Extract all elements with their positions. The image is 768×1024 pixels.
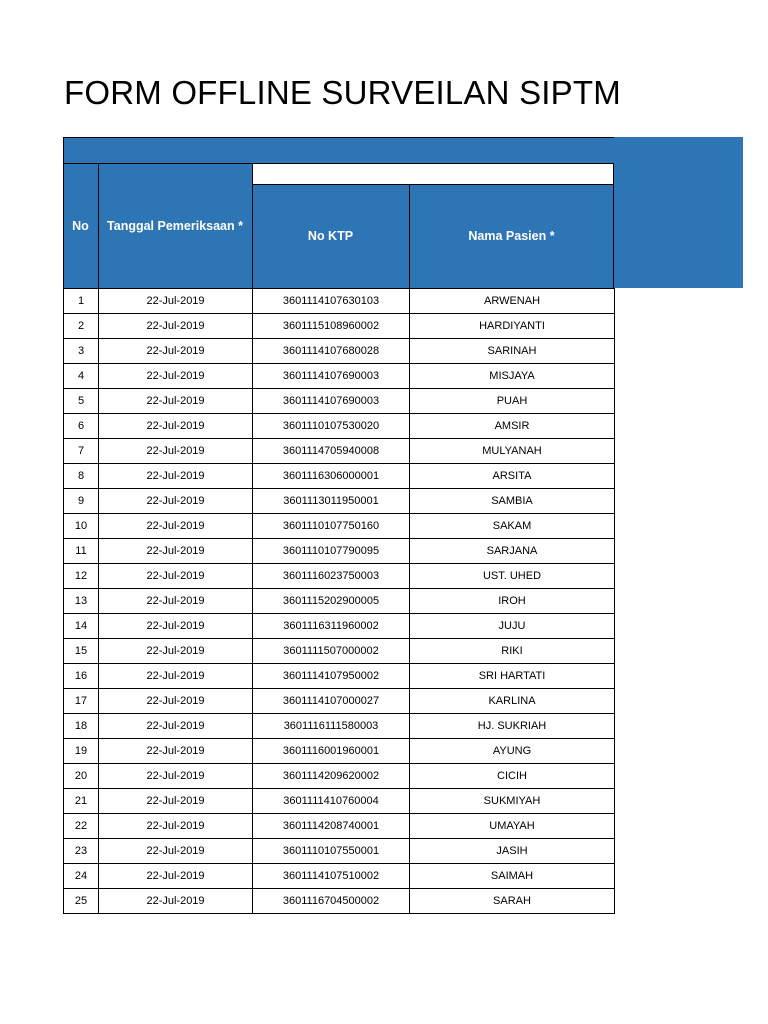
cell-nama: MISJAYA: [410, 364, 615, 389]
cell-ktp: 3601115202900005: [253, 589, 410, 614]
cell-nama: IROH: [410, 589, 615, 614]
cell-no: 23: [64, 839, 99, 864]
table-row: [64, 464, 615, 489]
col-header-tanggal: [98, 163, 252, 288]
table-row: [64, 814, 615, 839]
cell-tanggal: 22-Jul-2019: [99, 889, 253, 914]
cell-no: 10: [64, 514, 99, 539]
cell-nama: UMAYAH: [410, 814, 615, 839]
cell-nama: SARAH: [410, 889, 615, 914]
cell-no: 5: [64, 389, 99, 414]
cell-ktp: 3601114107000027: [253, 689, 410, 714]
cell-no: 14: [64, 614, 99, 639]
cell-ktp: 3601116704500002: [253, 889, 410, 914]
col-header-tanggal-label: Tanggal Pemeriksaan *: [107, 218, 243, 233]
cell-ktp: 3601110107750160: [253, 514, 410, 539]
col-header-ktp-label: No KTP: [307, 229, 354, 243]
cell-ktp: 3601116311960002: [253, 614, 410, 639]
cell-tanggal: 22-Jul-2019: [99, 314, 253, 339]
cell-tanggal: 22-Jul-2019: [99, 614, 253, 639]
table-row: [64, 589, 615, 614]
cell-tanggal: 22-Jul-2019: [99, 839, 253, 864]
cell-ktp: 3601116023750003: [253, 564, 410, 589]
cell-nama: AMSIR: [410, 414, 615, 439]
table-row: [64, 864, 615, 889]
patient-table: [63, 288, 615, 914]
cell-no: 16: [64, 664, 99, 689]
cell-nama: HJ. SUKRIAH: [410, 714, 615, 739]
cell-no: 17: [64, 689, 99, 714]
cell-ktp: 3601115108960002: [253, 314, 410, 339]
table-row: [64, 489, 615, 514]
patient-table-body: [64, 289, 615, 914]
cell-ktp: 3601116111580003: [253, 714, 410, 739]
header-band-right: [614, 137, 743, 288]
cell-ktp: 3601114107630103: [253, 289, 410, 314]
header-vrule-2: [252, 163, 253, 288]
cell-nama: MULYANAH: [410, 439, 615, 464]
col-header-no-label: No: [72, 218, 89, 233]
cell-ktp: 3601113011950001: [253, 489, 410, 514]
cell-nama: SAKAM: [410, 514, 615, 539]
cell-tanggal: 22-Jul-2019: [99, 589, 253, 614]
cell-nama: CICIH: [410, 764, 615, 789]
cell-ktp: 3601110107790095: [253, 539, 410, 564]
table-row: [64, 364, 615, 389]
header-vrule-3: [409, 184, 410, 288]
cell-nama: UST. UHED: [410, 564, 615, 589]
cell-ktp: 3601114209620002: [253, 764, 410, 789]
table-row: [64, 439, 615, 464]
cell-ktp: 3601116306000001: [253, 464, 410, 489]
cell-no: 13: [64, 589, 99, 614]
cell-nama: SAMBIA: [410, 489, 615, 514]
cell-nama: RIKI: [410, 639, 615, 664]
cell-ktp: 3601114208740001: [253, 814, 410, 839]
cell-no: 24: [64, 864, 99, 889]
cell-nama: ARWENAH: [410, 289, 615, 314]
cell-ktp: 3601114107690003: [253, 364, 410, 389]
cell-nama: SAIMAH: [410, 864, 615, 889]
cell-tanggal: 22-Jul-2019: [99, 814, 253, 839]
cell-no: 7: [64, 439, 99, 464]
cell-nama: HARDIYANTI: [410, 314, 615, 339]
cell-no: 25: [64, 889, 99, 914]
header-band-top: [63, 137, 614, 163]
table-row: [64, 564, 615, 589]
table-row: [64, 314, 615, 339]
cell-no: 9: [64, 489, 99, 514]
cell-tanggal: 22-Jul-2019: [99, 289, 253, 314]
cell-tanggal: 22-Jul-2019: [99, 664, 253, 689]
cell-nama: JASIH: [410, 839, 615, 864]
table-row: [64, 664, 615, 689]
cell-no: 12: [64, 564, 99, 589]
col-header-nama: [409, 184, 614, 288]
col-header-no: [63, 163, 98, 288]
cell-nama: AYUNG: [410, 739, 615, 764]
cell-ktp: 3601111410760004: [253, 789, 410, 814]
cell-no: 11: [64, 539, 99, 564]
cell-no: 4: [64, 364, 99, 389]
cell-nama: SARJANA: [410, 539, 615, 564]
table-row: [64, 889, 615, 914]
cell-tanggal: 22-Jul-2019: [99, 439, 253, 464]
cell-tanggal: 22-Jul-2019: [99, 689, 253, 714]
header-rule-top: [63, 137, 614, 138]
cell-no: 3: [64, 339, 99, 364]
col-header-nama-label: Nama Pasien *: [468, 229, 555, 243]
cell-nama: SARINAH: [410, 339, 615, 364]
cell-no: 20: [64, 764, 99, 789]
cell-nama: PUAH: [410, 389, 615, 414]
cell-no: 1: [64, 289, 99, 314]
table-row: [64, 339, 615, 364]
cell-tanggal: 22-Jul-2019: [99, 389, 253, 414]
table-row: [64, 639, 615, 664]
table-row: [64, 289, 615, 314]
table-row: [64, 539, 615, 564]
cell-no: 22: [64, 814, 99, 839]
table-row: [64, 614, 615, 639]
table-row: [64, 414, 615, 439]
cell-nama: KARLINA: [410, 689, 615, 714]
cell-ktp: 3601116001960001: [253, 739, 410, 764]
cell-no: 2: [64, 314, 99, 339]
cell-tanggal: 22-Jul-2019: [99, 339, 253, 364]
cell-ktp: 3601110107530020: [253, 414, 410, 439]
cell-tanggal: 22-Jul-2019: [99, 464, 253, 489]
cell-ktp: 3601114107950002: [253, 664, 410, 689]
cell-ktp: 3601110107550001: [253, 839, 410, 864]
table-row: [64, 739, 615, 764]
cell-no: 8: [64, 464, 99, 489]
cell-tanggal: 22-Jul-2019: [99, 489, 253, 514]
cell-nama: JUJU: [410, 614, 615, 639]
header-vrule-1: [98, 163, 99, 288]
header-rule-2: [252, 184, 614, 185]
cell-ktp: 3601114107690003: [253, 389, 410, 414]
cell-ktp: 3601111507000002: [253, 639, 410, 664]
cell-ktp: 3601114107680028: [253, 339, 410, 364]
cell-nama: SRI HARTATI: [410, 664, 615, 689]
cell-nama: ARSITA: [410, 464, 615, 489]
header-rule-1: [63, 163, 614, 164]
cell-tanggal: 22-Jul-2019: [99, 639, 253, 664]
cell-tanggal: 22-Jul-2019: [99, 539, 253, 564]
col-header-ktp: [252, 184, 409, 288]
header-vrule-right: [613, 163, 614, 288]
cell-tanggal: 22-Jul-2019: [99, 864, 253, 889]
cell-tanggal: 22-Jul-2019: [99, 789, 253, 814]
page-title: FORM OFFLINE SURVEILAN SIPTM: [64, 74, 621, 111]
cell-tanggal: 22-Jul-2019: [99, 739, 253, 764]
cell-no: 6: [64, 414, 99, 439]
table-row: [64, 714, 615, 739]
table-row: [64, 689, 615, 714]
cell-tanggal: 22-Jul-2019: [99, 414, 253, 439]
header-vrule-left: [63, 137, 64, 288]
table-row: [64, 514, 615, 539]
cell-ktp: 3601114107510002: [253, 864, 410, 889]
table-row: [64, 789, 615, 814]
cell-tanggal: 22-Jul-2019: [99, 564, 253, 589]
cell-no: 15: [64, 639, 99, 664]
table-row: [64, 389, 615, 414]
cell-tanggal: 22-Jul-2019: [99, 764, 253, 789]
cell-tanggal: 22-Jul-2019: [99, 714, 253, 739]
cell-ktp: 3601114705940008: [253, 439, 410, 464]
table-row: [64, 839, 615, 864]
cell-nama: SUKMIYAH: [410, 789, 615, 814]
cell-no: 21: [64, 789, 99, 814]
cell-tanggal: 22-Jul-2019: [99, 364, 253, 389]
cell-tanggal: 22-Jul-2019: [99, 514, 253, 539]
table-row: [64, 764, 615, 789]
cell-no: 18: [64, 714, 99, 739]
cell-no: 19: [64, 739, 99, 764]
